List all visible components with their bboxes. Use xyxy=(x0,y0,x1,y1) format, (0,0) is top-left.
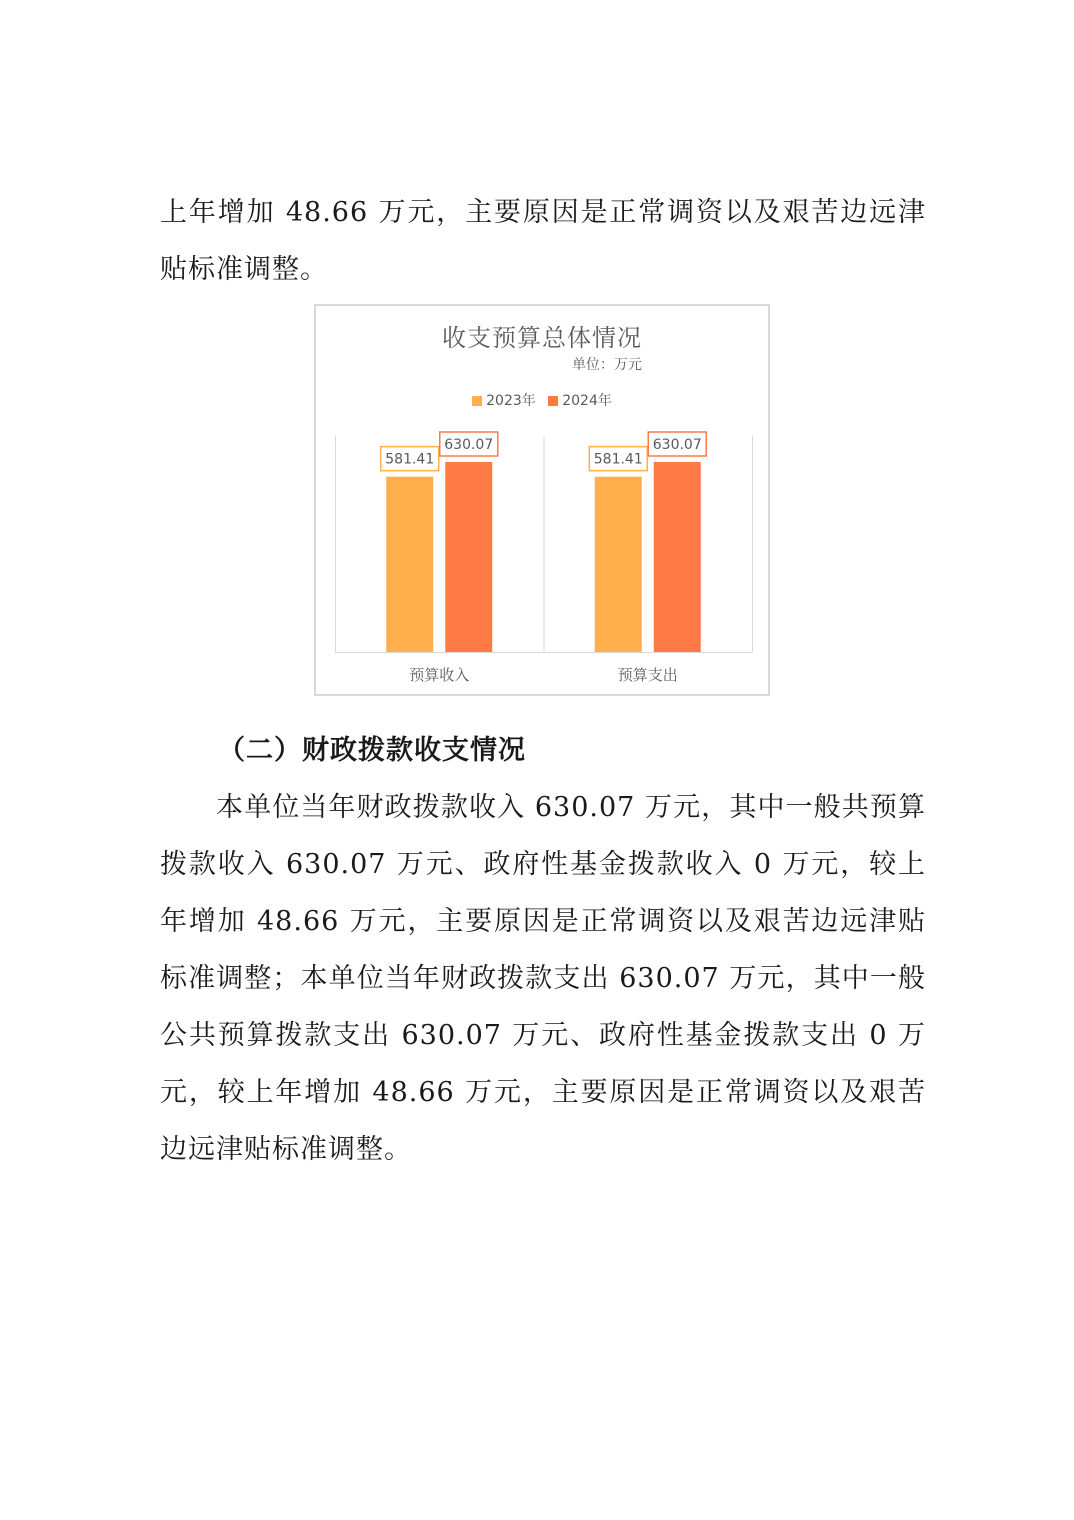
legend-label-2024: 2024年 xyxy=(562,393,612,409)
chart-title: 收支预算总体情况 xyxy=(442,324,642,352)
data-label: 630.07 xyxy=(652,437,702,453)
data-label: 581.41 xyxy=(593,451,643,468)
budget-overview-chart xyxy=(314,304,770,696)
category-label: 预算支出 xyxy=(617,666,678,684)
legend-label-2023: 2023年 xyxy=(486,393,536,409)
chart-plot-area xyxy=(316,306,768,694)
data-label: 581.41 xyxy=(385,451,435,468)
bar-2024年-预算收入 xyxy=(445,462,492,652)
section-heading: （二）财政拨款收支情况 xyxy=(218,735,526,766)
category-label: 预算收入 xyxy=(409,666,470,684)
bar-2024年-预算支出 xyxy=(654,462,701,652)
paragraph-fiscal-appropriation: 本单位当年财政拨款收入 630.07 万元，其中一般共预算拨款收入 630.07 万元、政府性基金拨款收入 0 万元，较上年增加 48.66 万元，主要原因是正常调资以及艰苦边远津贴标准调整；本单位当年财政拨款支出 630.07 万元，其中一般公共预算拨款支出 630.07 万元、政府性基金拨款支出 0 万元，较上年增加 48.66 万元，主要原因是正常调资以及艰苦边远津贴标准调整。 xyxy=(160,792,926,1165)
bar-2023年-预算支出 xyxy=(595,477,642,652)
bar-2023年-预算收入 xyxy=(386,477,433,652)
data-label: 630.07 xyxy=(444,437,494,453)
chart-subtitle: 单位：万元 xyxy=(572,357,642,373)
paragraph-continuation: 上年增加 48.66 万元，主要原因是正常调资以及艰苦边远津贴标准调整。 xyxy=(160,197,926,285)
